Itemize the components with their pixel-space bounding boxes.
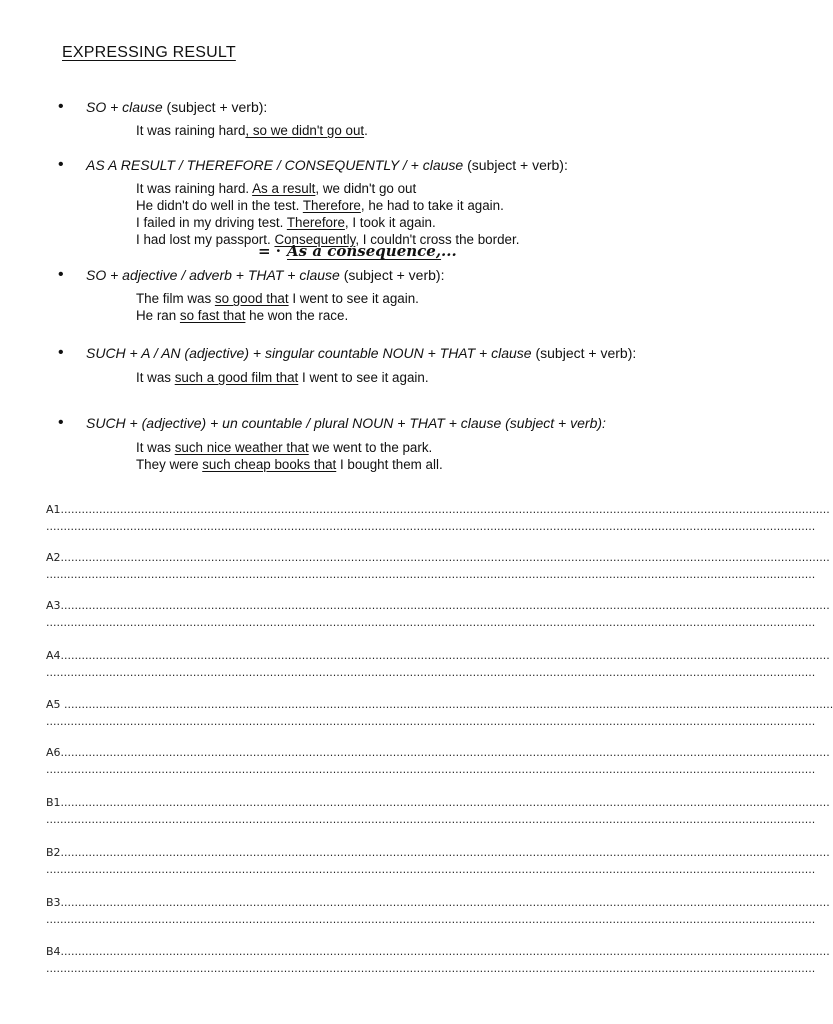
answer-line-second[interactable]: ............................................................................................................................................................................................................................ xyxy=(46,616,816,629)
page-title: EXPRESSING RESULT xyxy=(62,44,236,61)
answer-label: A3 xyxy=(46,599,61,612)
answer-label: B3 xyxy=(46,896,61,909)
answer-label: A6 xyxy=(46,746,61,759)
example-sentence: He didn't do well in the test. Therefore, he had to take it again. xyxy=(136,198,504,213)
answer-line-second[interactable]: ............................................................................................................................................................................................................................ xyxy=(46,568,816,581)
handwritten-note xyxy=(258,242,457,260)
example-sentence: I failed in my driving test. Therefore, I took it again. xyxy=(136,215,436,230)
answer-line-second[interactable]: ............................................................................................................................................................................................................................ xyxy=(46,962,816,975)
answer-item[interactable] xyxy=(46,896,830,927)
answer-line-second[interactable]: ............................................................................................................................................................................................................................ xyxy=(46,520,816,533)
answer-label: A4 xyxy=(46,649,61,662)
rule-examples xyxy=(136,369,736,386)
answer-label: B4 xyxy=(46,945,61,958)
rule-formula: SO + clause (subject + verb): xyxy=(86,99,268,115)
handwritten-note-text: As a consequence, xyxy=(287,242,442,260)
dotted-line: ............................................................................................................................................................................................................................ xyxy=(64,698,833,711)
answer-line-first[interactable] xyxy=(46,649,830,663)
answer-label: A1 xyxy=(46,503,61,516)
answer-line-first[interactable] xyxy=(46,599,830,613)
answer-label: B2 xyxy=(46,846,61,859)
answer-line-first[interactable] xyxy=(46,698,833,712)
answer-line-first[interactable] xyxy=(46,796,830,810)
dotted-line: ............................................................................................................................................................................................................................ xyxy=(60,599,830,612)
answer-line-first[interactable] xyxy=(46,896,830,910)
rule-examples xyxy=(136,180,736,248)
dotted-line: ............................................................................................................................................................................................................................ xyxy=(60,551,830,564)
answer-line-second[interactable]: ............................................................................................................................................................................................................................ xyxy=(46,863,816,876)
answer-item[interactable] xyxy=(46,599,830,630)
example-sentence: It was such a good film that I went to see it again. xyxy=(136,370,429,385)
answer-label: A2 xyxy=(46,551,61,564)
example-sentence: They were such cheap books that I bought them all. xyxy=(136,457,443,472)
answer-line-first[interactable] xyxy=(46,746,830,760)
rule-examples xyxy=(136,290,736,324)
dotted-line: ............................................................................................................................................................................................................................ xyxy=(60,649,830,662)
dotted-line: ............................................................................................................................................................................................................................ xyxy=(60,945,830,958)
rule-formula: SO + adjective / adverb + THAT + clause (subject + verb): xyxy=(86,267,445,283)
answer-line-first[interactable] xyxy=(46,503,830,517)
answer-item[interactable] xyxy=(46,551,830,582)
answer-label: A5 xyxy=(46,698,65,711)
answer-line-second[interactable]: ............................................................................................................................................................................................................................ xyxy=(46,715,816,728)
dotted-line: ............................................................................................................................................................................................................................ xyxy=(60,896,830,909)
answer-line-first[interactable] xyxy=(46,945,830,959)
answer-label: B1 xyxy=(46,796,61,809)
rule-formula: SUCH + A / AN (adjective) + singular countable NOUN + THAT + clause (subject + verb): xyxy=(86,345,637,361)
answer-item[interactable] xyxy=(46,746,830,777)
example-sentence: I had lost my passport. Consequently, I couldn't cross the border. xyxy=(136,232,520,247)
answer-item[interactable] xyxy=(46,649,830,680)
rule-formula: AS A RESULT / THEREFORE / CONSEQUENTLY / + clause (subject + verb): xyxy=(86,157,568,173)
dotted-line: ............................................................................................................................................................................................................................ xyxy=(60,503,830,516)
answer-item[interactable] xyxy=(46,796,830,827)
rule-examples xyxy=(136,122,736,139)
dotted-line: ............................................................................................................................................................................................................................ xyxy=(60,796,830,809)
answer-item[interactable] xyxy=(46,503,830,534)
rule-examples xyxy=(136,439,736,473)
answer-line-second[interactable]: ............................................................................................................................................................................................................................ xyxy=(46,913,816,926)
bullet-icon: • xyxy=(58,156,64,173)
example-sentence: He ran so fast that he won the race. xyxy=(136,308,349,323)
answer-line-first[interactable] xyxy=(46,551,830,565)
bullet-icon: • xyxy=(58,344,64,361)
rule-formula: SUCH + (adjective) + un countable / plural NOUN + THAT + clause (subject + verb): xyxy=(86,415,606,431)
answer-line-first[interactable] xyxy=(46,846,830,860)
bullet-icon: • xyxy=(58,98,64,115)
example-sentence: It was such nice weather that we went to the park. xyxy=(136,440,433,455)
handwritten-note-trail: ... xyxy=(441,242,457,260)
answer-line-second[interactable]: ............................................................................................................................................................................................................................ xyxy=(46,813,816,826)
handwritten-equals-symbol: = · xyxy=(258,242,282,260)
answer-item[interactable] xyxy=(46,846,830,877)
answer-item[interactable] xyxy=(46,945,830,976)
example-sentence: It was raining hard, so we didn't go out. xyxy=(136,123,368,138)
dotted-line: ............................................................................................................................................................................................................................ xyxy=(60,846,830,859)
example-sentence: It was raining hard. As a result, we didn't go out xyxy=(136,181,417,196)
bullet-icon: • xyxy=(58,266,64,283)
answer-line-second[interactable]: ............................................................................................................................................................................................................................ xyxy=(46,666,816,679)
answer-item[interactable] xyxy=(46,698,833,729)
example-sentence: The film was so good that I went to see it again. xyxy=(136,291,419,306)
answer-line-second[interactable]: ............................................................................................................................................................................................................................ xyxy=(46,763,816,776)
dotted-line: ............................................................................................................................................................................................................................ xyxy=(60,746,830,759)
bullet-icon: • xyxy=(58,414,64,431)
